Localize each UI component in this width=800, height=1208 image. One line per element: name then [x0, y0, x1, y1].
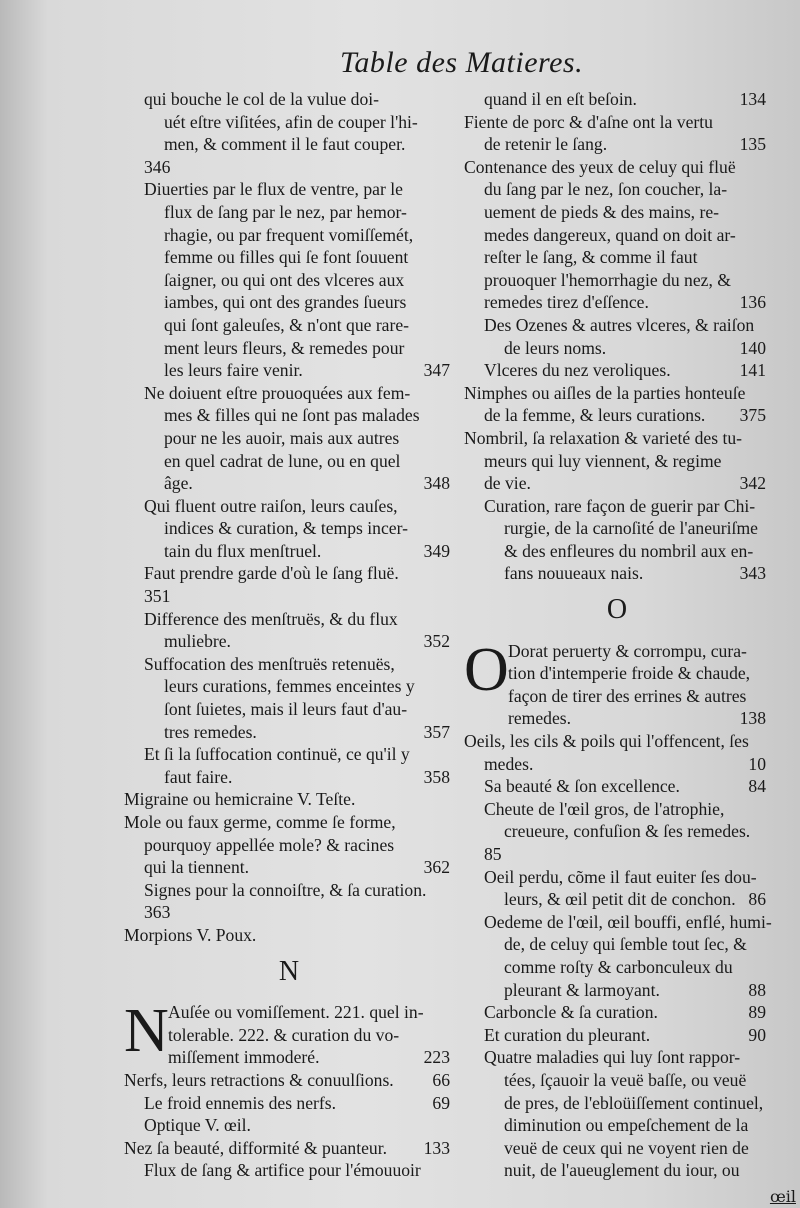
entry-line: Diuerties par le flux de ventre, par le: [144, 179, 403, 200]
entry-line: leurs curations, femmes enceintes y: [164, 676, 415, 697]
page-number: 342: [739, 473, 766, 494]
index-entry: [124, 1069, 454, 1092]
entry-line: Signes pour la connoiſtre, & ſa curation.: [144, 879, 427, 900]
index-entry: [464, 798, 770, 843]
index-entry: [124, 585, 454, 608]
page-number: 343: [739, 563, 766, 584]
page-number: 133: [423, 1137, 450, 1158]
entry-line: prouoquer l'hemorrhagie du nez, &: [484, 269, 731, 290]
entry-line: quand il en eſt beſoin.: [484, 89, 637, 109]
section-letter-n: N: [278, 955, 300, 987]
page-number: 362: [423, 857, 450, 878]
entry-line: Oeils, les cils & poils qui l'offencent, ſes: [464, 731, 749, 752]
entry-line: Contenance des yeux de celuy qui fluë: [464, 156, 736, 177]
page-number: 349: [423, 540, 450, 561]
entry-line: miſſement immoderé.: [168, 1047, 320, 1068]
entry-line: Oeil perdu, cõme il faut euiter ſes dou-: [484, 866, 757, 887]
entry-line: Carboncle & ſa curation.: [484, 1002, 658, 1023]
entry-line: tées, ſçauoir la veuë baſſe, ou veuë: [504, 1069, 747, 1090]
entry-line: fans nouueaux nais.: [504, 563, 644, 584]
page-number: 141: [739, 360, 766, 381]
entry-line: tres remedes.: [164, 721, 257, 742]
entry-line: indices & curation, & temps incer-: [164, 518, 408, 539]
index-entry: [464, 156, 770, 314]
page-number: 352: [423, 631, 450, 652]
entry-line: qui bouche le col de la vulue doi-: [144, 89, 379, 109]
entry-line: Oedeme de l'œil, œil bouffi, enflé, humi-: [484, 911, 772, 932]
entry-line: tolerable. 222. & curation du vo-: [168, 1024, 400, 1045]
entry-line: pour ne les auoir, mais aux autres: [164, 427, 400, 448]
entry-line: Curation, rare façon de guerir par Chi-: [484, 495, 756, 516]
entry-line: diminution ou empeſchement de la: [504, 1115, 749, 1136]
entry-line: 346: [144, 156, 171, 177]
entry-line: façon de tirer des errines & autres: [508, 685, 747, 706]
index-entry: [124, 743, 454, 788]
right-entries: [464, 88, 770, 585]
entry-line: les leurs faire venir.: [164, 360, 303, 381]
entry-line: & des enfleures du nombril aux en-: [504, 540, 754, 561]
index-entry: [124, 1092, 454, 1115]
entry-line: medes.: [484, 753, 534, 774]
index-entry: [124, 382, 454, 495]
section-letter-o: O: [606, 594, 628, 626]
entry-line: medes dangereux, quand on doit ar-: [484, 224, 736, 245]
index-entry: [464, 866, 770, 911]
entry-line: tain du flux menſtruel.: [164, 540, 322, 561]
index-entry: [464, 911, 770, 1001]
entry-line: nuit, de l'aueuglement du iour, ou: [504, 1160, 740, 1181]
entry-line: mes & filles qui ne ſont pas malades: [164, 405, 420, 426]
entry-line: Qui fluent outre raiſon, leurs cauſes,: [144, 495, 398, 516]
right-column: [464, 88, 770, 1182]
entry-line: comme roſty & carbonculeux du: [504, 956, 733, 977]
entry-line: uét eſtre viſitées, afin de couper l'hi-: [164, 111, 418, 132]
index-entry: [124, 1114, 454, 1137]
entry-line: 363: [144, 902, 171, 923]
entry-line: Le froid ennemis des nerfs.: [144, 1092, 337, 1113]
entry-line: de la femme, & leurs curations.: [484, 405, 706, 426]
index-entry: [124, 178, 454, 381]
entry-line: Sa beauté & ſon excellence.: [484, 776, 680, 797]
entry-line: rurgie, de la carnoſité de l'aneuriſme: [504, 518, 758, 539]
index-entry: [464, 427, 770, 495]
page-number: 136: [739, 292, 766, 313]
entry-line: ſont ſuietes, mais il leurs faut d'au-: [164, 699, 408, 720]
index-entry: [464, 1046, 770, 1182]
page-number: 140: [739, 337, 766, 358]
entry-line: de vie.: [484, 473, 531, 494]
entry-line: ment leurs fleurs, & remedes pour: [164, 337, 405, 358]
entry-line: Flux de ſang & artifice pour l'émouuoir: [144, 1160, 421, 1181]
entry-line: Difference des menſtruës, & du flux: [144, 608, 398, 629]
entry-line: muliebre.: [164, 631, 231, 652]
entry-line: de retenir le ſang.: [484, 134, 608, 155]
page-number: 135: [739, 134, 766, 155]
left-entries: [124, 88, 454, 947]
entry-line: meurs qui luy viennent, & regime: [484, 450, 722, 471]
index-entry: [124, 653, 454, 743]
index-entry: [464, 359, 770, 382]
entry-line: Faut prendre garde d'où le ſang fluë.: [144, 563, 399, 584]
page-number: 89: [748, 1002, 766, 1023]
entry-line: Dorat peruerty & corrompu, cura-: [508, 640, 747, 661]
page-number: 84: [748, 776, 766, 797]
page-number: 69: [432, 1092, 450, 1113]
entry-line: creueure, confuſion & ſes remedes.: [504, 821, 751, 842]
index-entry: [124, 495, 454, 563]
dropcap-letter: N: [124, 997, 169, 1066]
dropcap-letter: O: [464, 635, 509, 704]
entry-line: Nimphes ou aiſles de la parties honteuſe: [464, 382, 746, 403]
entry-line: uement de pieds & des mains, re-: [484, 201, 720, 222]
entry-line: flux de ſang par le nez, par hemor-: [164, 201, 407, 222]
entry-line: remedes.: [508, 708, 572, 729]
entry-line: en quel cadrat de lune, ou en quel: [164, 450, 401, 471]
entry-line: reſter le ſang, & comme il faut: [484, 247, 698, 268]
entry-line: de pres, de l'ebloüiſſement continuel,: [504, 1092, 764, 1113]
page-number: 223: [423, 1047, 450, 1068]
entry-line: Et ſi la ſuffocation continuë, ce qu'il y: [144, 744, 410, 765]
index-entry: [464, 843, 770, 866]
index-entry: [124, 1159, 454, 1182]
entry-line: de leurs noms.: [504, 337, 607, 358]
page-number: 375: [739, 405, 766, 426]
entry-line: rhagie, ou par frequent vomiſſemét,: [164, 224, 414, 245]
index-entry: [464, 495, 770, 585]
entry-line: veuë de ceux qui ne voyent rien de: [504, 1137, 749, 1158]
catchword: œil: [769, 1187, 796, 1206]
index-entry: [464, 382, 770, 427]
entry-line: Quatre maladies qui luy ſont rappor-: [484, 1047, 741, 1068]
index-entry: [124, 156, 454, 179]
entry-line: iambes, qui ont des grandes ſueurs: [164, 292, 407, 313]
entry-line: Nez ſa beauté, difformité & puanteur.: [124, 1137, 387, 1158]
entry-line: Morpions V. Poux.: [124, 924, 257, 945]
page-number: 358: [423, 766, 450, 787]
entry-line: de, de celuy qui ſemble tout ſec, &: [504, 934, 747, 955]
page-number: 66: [432, 1069, 450, 1090]
index-entry: [124, 879, 454, 902]
entry-line: faut faire.: [164, 766, 233, 787]
entry-line: leurs, & œil petit dit de conchon.: [504, 889, 736, 910]
page-number: 134: [739, 89, 766, 109]
entry-line: pourquoy appellée mole? & racines: [144, 834, 395, 855]
index-entry: [464, 111, 770, 156]
entry-line: du ſang par le nez, ſon coucher, la-: [484, 179, 728, 200]
entry-line: âge.: [164, 473, 193, 494]
index-entry: [124, 924, 454, 947]
entry-line: 351: [144, 586, 171, 607]
entry-line: Nerfs, leurs retractions & conuulſions.: [124, 1069, 394, 1090]
entry-line: Des Ozenes & autres vlceres, & raiſon: [484, 314, 755, 335]
index-entry: [464, 730, 770, 775]
index-entry: [124, 608, 454, 653]
page-number: 90: [748, 1024, 766, 1045]
entry-line: men, & comment il le faut couper.: [164, 134, 406, 155]
entry-line: Auſée ou vomiſſement. 221. quel in-: [168, 1002, 424, 1023]
dropcap-entry-n: [124, 997, 454, 1069]
page-number: 348: [423, 473, 450, 494]
page-number: 138: [739, 708, 766, 729]
index-entry: [464, 775, 770, 798]
page-number: 357: [423, 721, 450, 742]
page-number: 347: [423, 360, 450, 381]
left-column: [124, 88, 454, 1182]
index-entry: [464, 88, 770, 111]
page-number: 10: [748, 753, 766, 774]
entry-line: Et curation du pleurant.: [484, 1024, 651, 1045]
index-entry: [124, 562, 454, 585]
running-head: Table des Matieres.: [340, 46, 584, 79]
entry-line: Migraine ou hemicraine V. Teſte.: [124, 789, 356, 810]
entry-line: Nombril, ſa relaxation & varieté des tu-: [464, 427, 742, 448]
entry-line: Optique V. œil.: [144, 1115, 251, 1136]
entry-line: Suffocation des menſtruës retenuës,: [144, 653, 395, 674]
entry-line: femme ou filles qui ſe font ſouuent: [164, 247, 409, 268]
left-entries-after: [124, 1069, 454, 1182]
index-entry: [464, 1024, 770, 1047]
dropcap-entry-o: [464, 635, 770, 730]
index-entry: [464, 1001, 770, 1024]
index-entry: [464, 314, 770, 359]
entry-line: tion d'intemperie froide & chaude,: [508, 663, 751, 684]
entry-line: Vlceres du nez veroliques.: [484, 360, 671, 381]
entry-line: ſaigner, ou qui ont des vlceres aux: [164, 269, 405, 290]
right-entries-after: [464, 730, 770, 1182]
index-entry: [124, 811, 454, 879]
index-entry: [124, 788, 454, 811]
entry-line: qui la tiennent.: [144, 857, 250, 878]
entry-line: Cheute de l'œil gros, de l'atrophie,: [484, 798, 725, 819]
entry-line: qui ſont galeuſes, & n'ont que rare-: [164, 314, 410, 335]
entry-line: Ne doiuent eſtre prouoquées aux fem-: [144, 382, 411, 403]
page-number: 86: [748, 889, 766, 910]
index-entry: [124, 1137, 454, 1160]
entry-line: pleurant & larmoyant.: [504, 979, 660, 1000]
index-entry: [124, 901, 454, 924]
page-number: 88: [748, 979, 766, 1000]
index-entry: [124, 88, 454, 156]
entry-line: 85: [484, 844, 502, 864]
entry-line: Fiente de porc & d'aſne ont la vertu: [464, 111, 713, 132]
entry-line: Mole ou faux germe, comme ſe forme,: [124, 812, 396, 832]
entry-line: remedes tirez d'eſſence.: [484, 292, 649, 313]
